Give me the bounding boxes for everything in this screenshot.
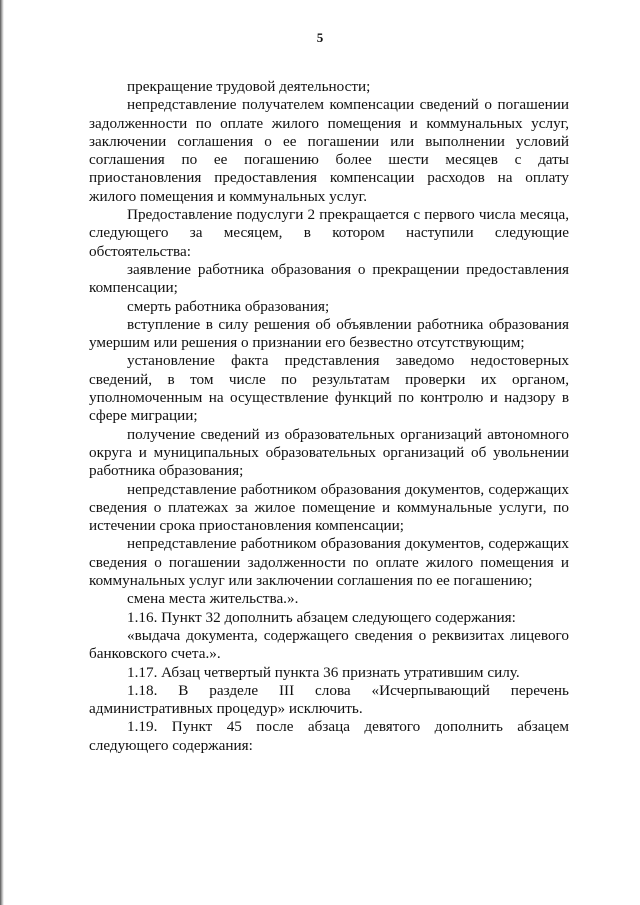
- paragraph-debt-docs-not-provided: непредставление работником образования документов, содержащих сведения о погашении задолженности по оплате жилого помещения и коммунальных услуг или заключении соглашения по ее погашению;: [89, 535, 569, 590]
- paragraph-dismissal-info: получение сведений из образовательных организаций автономного округа и муниципальных образовательных организаций об увольнении работника образования;: [89, 425, 569, 480]
- paragraph-court-decision: вступление в силу решения об объявлении работника образования умершим или решения о признании его безвестно отсутствующим;: [89, 315, 569, 352]
- page-number: 5: [316, 30, 324, 45]
- paragraph-termination-of-work: прекращение трудовой деятельности;: [127, 78, 371, 95]
- paragraph-item-1-16: 1.16. Пункт 32 дополнить абзацем следующего содержания:: [127, 608, 516, 626]
- paragraph-item-1-18: 1.18. В разделе III слова «Исчерпывающий перечень административных процедур» исключить.: [89, 681, 569, 718]
- paragraph-employee-death: смерть работника образования;: [127, 297, 330, 315]
- paragraph-item-1-19: 1.19. Пункт 45 после абзаца девятого дополнить абзацем следующего содержания:: [89, 718, 569, 754]
- paragraph-debt-info-not-provided: непредставление получателем компенсации сведений о погашении задолженности по оплате жилого помещения и коммунальных услуг, заключении соглашения о ее погашении или выполнении условий соглашения по ее погашению более шести месяцев с даты приостановления предоставления компенсации расходов на оплату жилого помещения и коммунальных услуг.: [89, 96, 569, 205]
- document-body: [89, 78, 569, 755]
- paragraph-bank-account-document: «выдача документа, содержащего сведения о реквизитах лицевого банковского счета.».: [89, 626, 569, 663]
- paragraph-change-of-residence: смена места жительства.».: [127, 590, 299, 608]
- paragraph-employee-application: заявление работника образования о прекращении предоставления компенсации;: [89, 260, 569, 297]
- paragraph-payment-docs-not-provided: непредставление работником образования документов, содержащих сведения о платежах за жилое помещение и коммунальные услуги, по истечении срока приостановления компенсации;: [89, 480, 569, 535]
- paragraph-false-information: установление факта представления заведомо недостоверных сведений, в том числе по результатам проверки их органом, уполномоченным на осуществление функций по контролю и надзору в сфере миграции;: [89, 352, 569, 425]
- scan-left-edge: [0, 0, 4, 905]
- paragraph-subservice-2-termination: Предоставление подуслуги 2 прекращается с первого числа месяца, следующего за месяцем, в котором наступили следующие обстоятельства:: [89, 206, 569, 260]
- paragraph-item-1-17: 1.17. Абзац четвертый пункта 36 признать утратившим силу.: [127, 663, 520, 681]
